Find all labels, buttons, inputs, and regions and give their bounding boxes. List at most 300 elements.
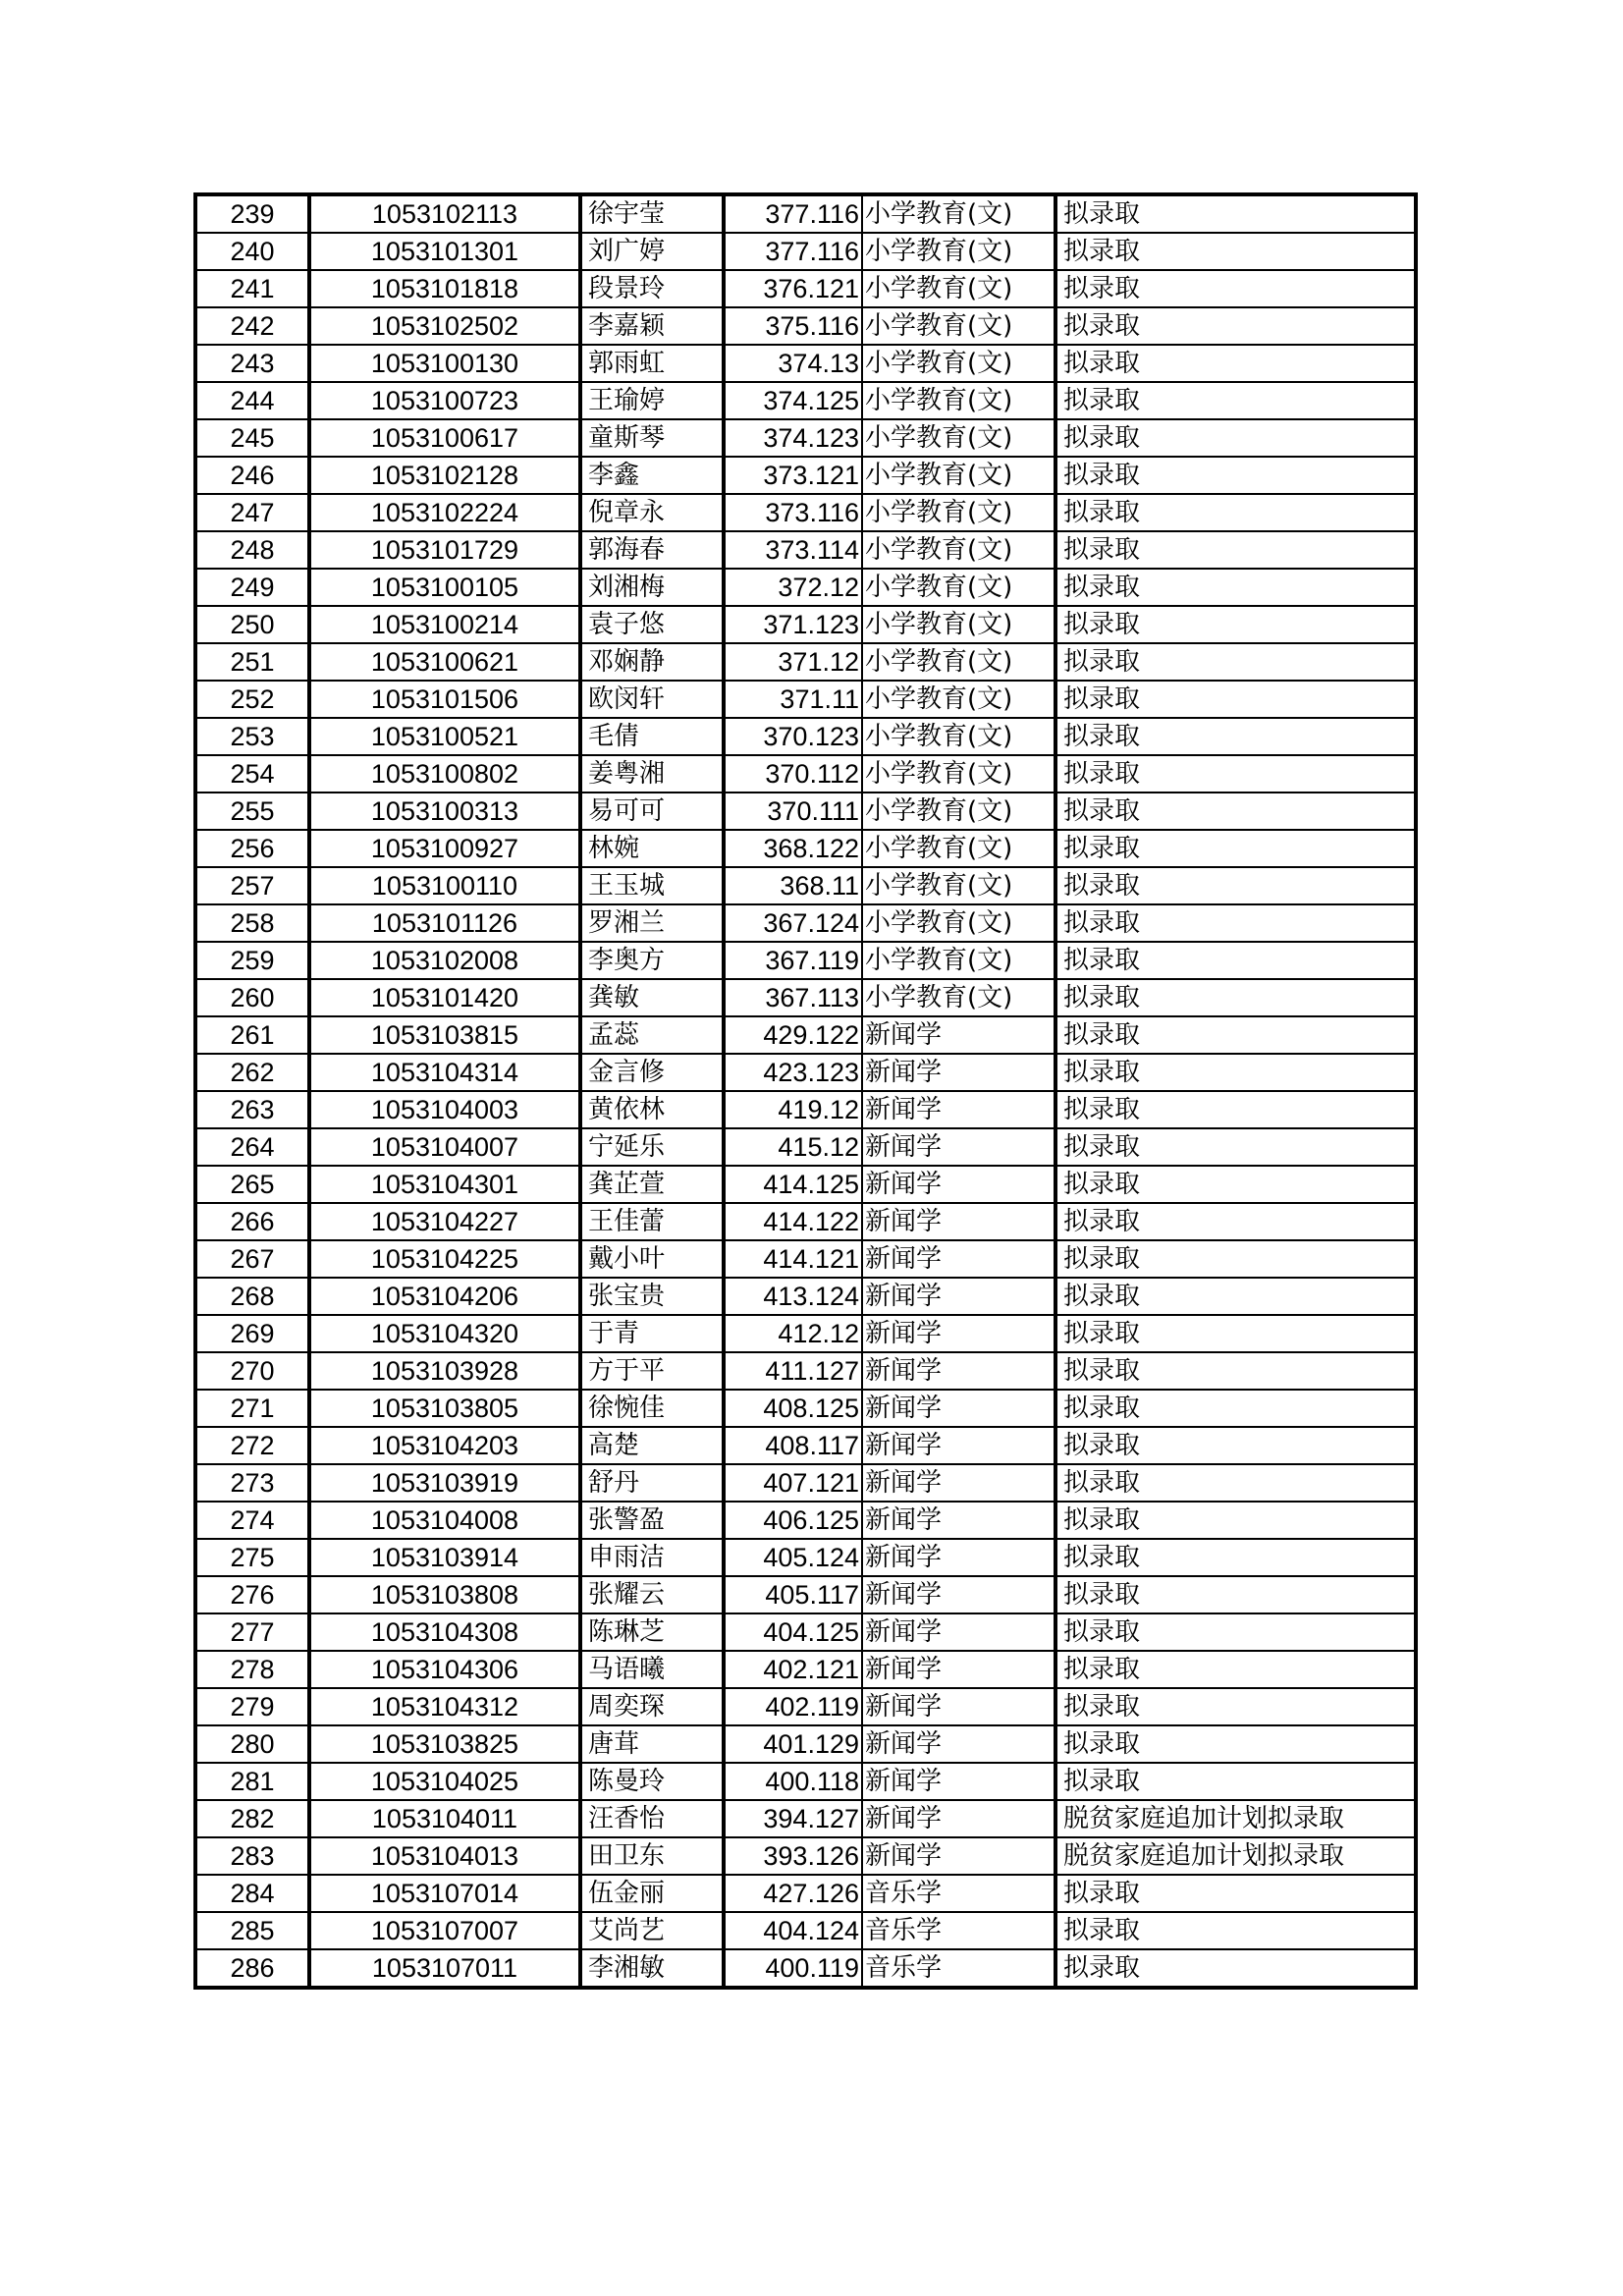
exam-id-cell: 1053101729 — [309, 531, 580, 569]
status-cell: 拟录取 — [1055, 1016, 1416, 1054]
exam-id-cell: 1053102113 — [309, 194, 580, 233]
row-index-cell: 260 — [195, 979, 309, 1016]
score-cell: 402.121 — [724, 1651, 862, 1688]
table-row — [195, 1763, 1416, 1800]
student-name-cell: 毛倩 — [580, 718, 724, 755]
table-row — [195, 643, 1416, 681]
score-cell: 427.126 — [724, 1875, 862, 1912]
exam-id-cell: 1053107007 — [309, 1912, 580, 1949]
score-cell: 402.119 — [724, 1688, 862, 1725]
student-name-cell: 徐宇莹 — [580, 194, 724, 233]
table-row — [195, 194, 1416, 233]
status-cell: 拟录取 — [1055, 233, 1416, 270]
exam-id-cell: 1053100214 — [309, 606, 580, 643]
student-name-cell: 黄依林 — [580, 1091, 724, 1128]
major-cell: 新闻学 — [862, 1576, 1055, 1613]
table-row — [195, 718, 1416, 755]
status-cell: 拟录取 — [1055, 569, 1416, 606]
score-cell: 429.122 — [724, 1016, 862, 1054]
status-cell: 拟录取 — [1055, 681, 1416, 718]
status-cell: 拟录取 — [1055, 1315, 1416, 1352]
table-row — [195, 569, 1416, 606]
student-name-cell: 李奥方 — [580, 942, 724, 979]
status-cell: 拟录取 — [1055, 1427, 1416, 1464]
major-cell: 新闻学 — [862, 1464, 1055, 1502]
student-name-cell: 田卫东 — [580, 1837, 724, 1875]
row-index-cell: 285 — [195, 1912, 309, 1949]
status-cell: 拟录取 — [1055, 1240, 1416, 1278]
student-name-cell: 刘广婷 — [580, 233, 724, 270]
status-cell: 拟录取 — [1055, 382, 1416, 419]
score-cell: 367.124 — [724, 904, 862, 942]
major-cell: 新闻学 — [862, 1128, 1055, 1166]
student-name-cell: 汪香怡 — [580, 1800, 724, 1837]
exam-id-cell: 1053102224 — [309, 494, 580, 531]
score-cell: 400.119 — [724, 1949, 862, 1988]
table-row — [195, 457, 1416, 494]
table-row — [195, 1912, 1416, 1949]
score-cell: 367.113 — [724, 979, 862, 1016]
table-row — [195, 1427, 1416, 1464]
exam-id-cell: 1053103825 — [309, 1725, 580, 1763]
major-cell: 新闻学 — [862, 1091, 1055, 1128]
major-cell: 新闻学 — [862, 1278, 1055, 1315]
exam-id-cell: 1053107014 — [309, 1875, 580, 1912]
major-cell: 小学教育(文) — [862, 681, 1055, 718]
row-index-cell: 265 — [195, 1166, 309, 1203]
major-cell: 小学教育(文) — [862, 494, 1055, 531]
major-cell: 新闻学 — [862, 1390, 1055, 1427]
table-row — [195, 1502, 1416, 1539]
row-index-cell: 268 — [195, 1278, 309, 1315]
major-cell: 小学教育(文) — [862, 904, 1055, 942]
table-row — [195, 979, 1416, 1016]
status-cell: 拟录取 — [1055, 793, 1416, 830]
score-cell: 406.125 — [724, 1502, 862, 1539]
status-cell: 拟录取 — [1055, 718, 1416, 755]
row-index-cell: 263 — [195, 1091, 309, 1128]
status-cell: 拟录取 — [1055, 531, 1416, 569]
score-cell: 414.121 — [724, 1240, 862, 1278]
table-row — [195, 531, 1416, 569]
row-index-cell: 246 — [195, 457, 309, 494]
score-cell: 404.124 — [724, 1912, 862, 1949]
row-index-cell: 271 — [195, 1390, 309, 1427]
table-row — [195, 1464, 1416, 1502]
student-name-cell: 龚芷萱 — [580, 1166, 724, 1203]
exam-id-cell: 1053100723 — [309, 382, 580, 419]
table-row — [195, 793, 1416, 830]
student-name-cell: 龚敏 — [580, 979, 724, 1016]
major-cell: 小学教育(文) — [862, 307, 1055, 345]
row-index-cell: 243 — [195, 345, 309, 382]
status-cell: 拟录取 — [1055, 1875, 1416, 1912]
table-row — [195, 1315, 1416, 1352]
student-name-cell: 欧闵轩 — [580, 681, 724, 718]
major-cell: 小学教育(文) — [862, 233, 1055, 270]
student-name-cell: 姜粤湘 — [580, 755, 724, 793]
status-cell: 拟录取 — [1055, 830, 1416, 867]
exam-id-cell: 1053100802 — [309, 755, 580, 793]
table-row — [195, 1278, 1416, 1315]
status-cell: 拟录取 — [1055, 1502, 1416, 1539]
exam-id-cell: 1053100105 — [309, 569, 580, 606]
status-cell: 拟录取 — [1055, 1203, 1416, 1240]
score-cell: 414.122 — [724, 1203, 862, 1240]
exam-id-cell: 1053100927 — [309, 830, 580, 867]
table-row — [195, 233, 1416, 270]
row-index-cell: 247 — [195, 494, 309, 531]
major-cell: 小学教育(文) — [862, 643, 1055, 681]
status-cell: 拟录取 — [1055, 867, 1416, 904]
score-cell: 368.122 — [724, 830, 862, 867]
row-index-cell: 239 — [195, 194, 309, 233]
table-row — [195, 382, 1416, 419]
row-index-cell: 254 — [195, 755, 309, 793]
exam-id-cell: 1053107011 — [309, 1949, 580, 1988]
student-name-cell: 舒丹 — [580, 1464, 724, 1502]
table-row — [195, 1725, 1416, 1763]
status-cell: 拟录取 — [1055, 643, 1416, 681]
major-cell: 音乐学 — [862, 1912, 1055, 1949]
score-cell: 419.12 — [724, 1091, 862, 1128]
major-cell: 新闻学 — [862, 1539, 1055, 1576]
score-cell: 370.123 — [724, 718, 862, 755]
score-cell: 373.121 — [724, 457, 862, 494]
row-index-cell: 277 — [195, 1613, 309, 1651]
status-cell: 拟录取 — [1055, 1539, 1416, 1576]
exam-id-cell: 1053101420 — [309, 979, 580, 1016]
student-name-cell: 郭海春 — [580, 531, 724, 569]
major-cell: 小学教育(文) — [862, 382, 1055, 419]
row-index-cell: 245 — [195, 419, 309, 457]
score-cell: 401.129 — [724, 1725, 862, 1763]
score-cell: 374.123 — [724, 419, 862, 457]
major-cell: 小学教育(文) — [862, 569, 1055, 606]
status-cell: 拟录取 — [1055, 270, 1416, 307]
table-row — [195, 1688, 1416, 1725]
row-index-cell: 279 — [195, 1688, 309, 1725]
score-cell: 393.126 — [724, 1837, 862, 1875]
major-cell: 新闻学 — [862, 1427, 1055, 1464]
row-index-cell: 276 — [195, 1576, 309, 1613]
exam-id-cell: 1053102128 — [309, 457, 580, 494]
major-cell: 新闻学 — [862, 1016, 1055, 1054]
exam-id-cell: 1053100617 — [309, 419, 580, 457]
admission-table — [193, 192, 1418, 1990]
student-name-cell: 段景玲 — [580, 270, 724, 307]
major-cell: 新闻学 — [862, 1352, 1055, 1390]
student-name-cell: 陈曼玲 — [580, 1763, 724, 1800]
table-row — [195, 1203, 1416, 1240]
major-cell: 新闻学 — [862, 1203, 1055, 1240]
row-index-cell: 269 — [195, 1315, 309, 1352]
status-cell: 拟录取 — [1055, 1128, 1416, 1166]
exam-id-cell: 1053101301 — [309, 233, 580, 270]
score-cell: 400.118 — [724, 1763, 862, 1800]
row-index-cell: 273 — [195, 1464, 309, 1502]
student-name-cell: 周奕琛 — [580, 1688, 724, 1725]
table-row — [195, 1390, 1416, 1427]
row-index-cell: 274 — [195, 1502, 309, 1539]
major-cell: 音乐学 — [862, 1949, 1055, 1988]
exam-id-cell: 1053100110 — [309, 867, 580, 904]
status-cell: 拟录取 — [1055, 979, 1416, 1016]
major-cell: 小学教育(文) — [862, 755, 1055, 793]
student-name-cell: 徐惋佳 — [580, 1390, 724, 1427]
row-index-cell: 282 — [195, 1800, 309, 1837]
score-cell: 368.11 — [724, 867, 862, 904]
score-cell: 370.111 — [724, 793, 862, 830]
row-index-cell: 253 — [195, 718, 309, 755]
table-row — [195, 307, 1416, 345]
table-row — [195, 494, 1416, 531]
status-cell: 拟录取 — [1055, 1576, 1416, 1613]
exam-id-cell: 1053104225 — [309, 1240, 580, 1278]
table-row — [195, 606, 1416, 643]
major-cell: 小学教育(文) — [862, 345, 1055, 382]
score-cell: 373.114 — [724, 531, 862, 569]
table-row — [195, 1166, 1416, 1203]
row-index-cell: 252 — [195, 681, 309, 718]
exam-id-cell: 1053104007 — [309, 1128, 580, 1166]
score-cell: 407.121 — [724, 1464, 862, 1502]
row-index-cell: 275 — [195, 1539, 309, 1576]
student-name-cell: 李嘉颖 — [580, 307, 724, 345]
row-index-cell: 244 — [195, 382, 309, 419]
major-cell: 新闻学 — [862, 1240, 1055, 1278]
exam-id-cell: 1053102502 — [309, 307, 580, 345]
status-cell: 拟录取 — [1055, 942, 1416, 979]
student-name-cell: 伍金丽 — [580, 1875, 724, 1912]
table-row — [195, 1128, 1416, 1166]
major-cell: 小学教育(文) — [862, 457, 1055, 494]
row-index-cell: 241 — [195, 270, 309, 307]
major-cell: 新闻学 — [862, 1688, 1055, 1725]
table-row — [195, 1837, 1416, 1875]
exam-id-cell: 1053104025 — [309, 1763, 580, 1800]
exam-id-cell: 1053103805 — [309, 1390, 580, 1427]
score-cell: 394.127 — [724, 1800, 862, 1837]
table-row — [195, 270, 1416, 307]
row-index-cell: 261 — [195, 1016, 309, 1054]
student-name-cell: 王佳蕾 — [580, 1203, 724, 1240]
major-cell: 新闻学 — [862, 1613, 1055, 1651]
student-name-cell: 刘湘梅 — [580, 569, 724, 606]
status-cell: 拟录取 — [1055, 1390, 1416, 1427]
exam-id-cell: 1053104301 — [309, 1166, 580, 1203]
table-row — [195, 1016, 1416, 1054]
table-row — [195, 1240, 1416, 1278]
status-cell: 拟录取 — [1055, 755, 1416, 793]
score-cell: 415.12 — [724, 1128, 862, 1166]
score-cell: 404.125 — [724, 1613, 862, 1651]
status-cell: 拟录取 — [1055, 1054, 1416, 1091]
exam-id-cell: 1053104227 — [309, 1203, 580, 1240]
exam-id-cell: 1053100130 — [309, 345, 580, 382]
score-cell: 374.125 — [724, 382, 862, 419]
score-cell: 373.116 — [724, 494, 862, 531]
status-cell: 拟录取 — [1055, 1688, 1416, 1725]
score-cell: 413.124 — [724, 1278, 862, 1315]
score-cell: 376.121 — [724, 270, 862, 307]
student-name-cell: 孟蕊 — [580, 1016, 724, 1054]
table-row — [195, 1613, 1416, 1651]
score-cell: 423.123 — [724, 1054, 862, 1091]
score-cell: 371.11 — [724, 681, 862, 718]
row-index-cell: 240 — [195, 233, 309, 270]
exam-id-cell: 1053102008 — [309, 942, 580, 979]
student-name-cell: 张宝贵 — [580, 1278, 724, 1315]
status-cell: 拟录取 — [1055, 1912, 1416, 1949]
exam-id-cell: 1053101126 — [309, 904, 580, 942]
table-row — [195, 1800, 1416, 1837]
exam-id-cell: 1053104314 — [309, 1054, 580, 1091]
row-index-cell: 255 — [195, 793, 309, 830]
score-cell: 371.12 — [724, 643, 862, 681]
student-name-cell: 方于平 — [580, 1352, 724, 1390]
major-cell: 新闻学 — [862, 1725, 1055, 1763]
exam-id-cell: 1053104003 — [309, 1091, 580, 1128]
status-cell: 拟录取 — [1055, 1651, 1416, 1688]
row-index-cell: 281 — [195, 1763, 309, 1800]
score-cell: 370.112 — [724, 755, 862, 793]
row-index-cell: 267 — [195, 1240, 309, 1278]
table-row — [195, 1352, 1416, 1390]
major-cell: 音乐学 — [862, 1875, 1055, 1912]
row-index-cell: 264 — [195, 1128, 309, 1166]
row-index-cell: 278 — [195, 1651, 309, 1688]
status-cell: 脱贫家庭追加计划拟录取 — [1055, 1837, 1416, 1875]
major-cell: 小学教育(文) — [862, 718, 1055, 755]
row-index-cell: 256 — [195, 830, 309, 867]
status-cell: 拟录取 — [1055, 494, 1416, 531]
student-name-cell: 袁子悠 — [580, 606, 724, 643]
major-cell: 小学教育(文) — [862, 419, 1055, 457]
row-index-cell: 280 — [195, 1725, 309, 1763]
student-name-cell: 马语曦 — [580, 1651, 724, 1688]
student-name-cell: 王瑜婷 — [580, 382, 724, 419]
exam-id-cell: 1053104011 — [309, 1800, 580, 1837]
major-cell: 新闻学 — [862, 1800, 1055, 1837]
exam-id-cell: 1053104013 — [309, 1837, 580, 1875]
row-index-cell: 284 — [195, 1875, 309, 1912]
major-cell: 小学教育(文) — [862, 194, 1055, 233]
score-cell: 367.119 — [724, 942, 862, 979]
student-name-cell: 倪章永 — [580, 494, 724, 531]
student-name-cell: 金言修 — [580, 1054, 724, 1091]
major-cell: 小学教育(文) — [862, 270, 1055, 307]
status-cell: 拟录取 — [1055, 904, 1416, 942]
student-name-cell: 唐茸 — [580, 1725, 724, 1763]
exam-id-cell: 1053100621 — [309, 643, 580, 681]
student-name-cell: 宁延乐 — [580, 1128, 724, 1166]
score-cell: 412.12 — [724, 1315, 862, 1352]
exam-id-cell: 1053104206 — [309, 1278, 580, 1315]
admission-table-body — [195, 194, 1416, 1988]
table-row — [195, 1576, 1416, 1613]
student-name-cell: 高楚 — [580, 1427, 724, 1464]
student-name-cell: 邓娴静 — [580, 643, 724, 681]
major-cell: 新闻学 — [862, 1315, 1055, 1352]
exam-id-cell: 1053104320 — [309, 1315, 580, 1352]
table-row — [195, 830, 1416, 867]
major-cell: 小学教育(文) — [862, 531, 1055, 569]
status-cell: 脱贫家庭追加计划拟录取 — [1055, 1800, 1416, 1837]
major-cell: 小学教育(文) — [862, 606, 1055, 643]
student-name-cell: 张警盈 — [580, 1502, 724, 1539]
exam-id-cell: 1053103928 — [309, 1352, 580, 1390]
exam-id-cell: 1053103914 — [309, 1539, 580, 1576]
table-row — [195, 1054, 1416, 1091]
row-index-cell: 242 — [195, 307, 309, 345]
status-cell: 拟录取 — [1055, 1278, 1416, 1315]
status-cell: 拟录取 — [1055, 1763, 1416, 1800]
exam-id-cell: 1053101506 — [309, 681, 580, 718]
score-cell: 374.13 — [724, 345, 862, 382]
exam-id-cell: 1053103919 — [309, 1464, 580, 1502]
status-cell: 拟录取 — [1055, 345, 1416, 382]
status-cell: 拟录取 — [1055, 1166, 1416, 1203]
score-cell: 377.116 — [724, 233, 862, 270]
score-cell: 375.116 — [724, 307, 862, 345]
score-cell: 377.116 — [724, 194, 862, 233]
major-cell: 小学教育(文) — [862, 942, 1055, 979]
score-cell: 408.125 — [724, 1390, 862, 1427]
student-name-cell: 童斯琴 — [580, 419, 724, 457]
row-index-cell: 258 — [195, 904, 309, 942]
major-cell: 新闻学 — [862, 1651, 1055, 1688]
row-index-cell: 250 — [195, 606, 309, 643]
status-cell: 拟录取 — [1055, 1091, 1416, 1128]
status-cell: 拟录取 — [1055, 606, 1416, 643]
row-index-cell: 266 — [195, 1203, 309, 1240]
exam-id-cell: 1053104306 — [309, 1651, 580, 1688]
student-name-cell: 于青 — [580, 1315, 724, 1352]
student-name-cell: 王玉城 — [580, 867, 724, 904]
exam-id-cell: 1053104312 — [309, 1688, 580, 1725]
row-index-cell: 248 — [195, 531, 309, 569]
status-cell: 拟录取 — [1055, 194, 1416, 233]
student-name-cell: 艾尚艺 — [580, 1912, 724, 1949]
student-name-cell: 李鑫 — [580, 457, 724, 494]
major-cell: 小学教育(文) — [862, 793, 1055, 830]
exam-id-cell: 1053101818 — [309, 270, 580, 307]
row-index-cell: 270 — [195, 1352, 309, 1390]
major-cell: 新闻学 — [862, 1054, 1055, 1091]
row-index-cell: 286 — [195, 1949, 309, 1988]
status-cell: 拟录取 — [1055, 457, 1416, 494]
table-row — [195, 904, 1416, 942]
status-cell: 拟录取 — [1055, 419, 1416, 457]
student-name-cell: 张耀云 — [580, 1576, 724, 1613]
row-index-cell: 272 — [195, 1427, 309, 1464]
table-row — [195, 1875, 1416, 1912]
table-row — [195, 1091, 1416, 1128]
table-row — [195, 1651, 1416, 1688]
exam-id-cell: 1053103815 — [309, 1016, 580, 1054]
student-name-cell: 罗湘兰 — [580, 904, 724, 942]
score-cell: 372.12 — [724, 569, 862, 606]
score-cell: 408.117 — [724, 1427, 862, 1464]
score-cell: 405.117 — [724, 1576, 862, 1613]
table-row — [195, 942, 1416, 979]
table-row — [195, 1949, 1416, 1988]
row-index-cell: 283 — [195, 1837, 309, 1875]
table-row — [195, 1539, 1416, 1576]
table-row — [195, 345, 1416, 382]
row-index-cell: 251 — [195, 643, 309, 681]
